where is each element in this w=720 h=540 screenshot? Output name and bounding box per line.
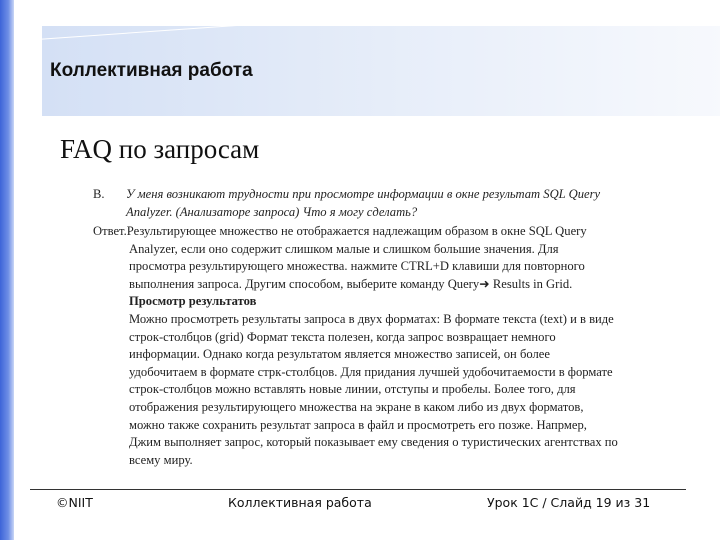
- answer-line-0: [93, 223, 673, 241]
- answer-line-9: строк-столбцов можно вставлять новые линии, отступы и пробелы. Более того, для: [129, 382, 576, 397]
- slide-title: FAQ по запросам: [60, 134, 260, 164]
- answer-line-6: строк-столбцов (grid) Формат текста полезен, когда запрос возвращает немного: [129, 329, 556, 344]
- question-line-1: [93, 185, 663, 203]
- answer-block: [93, 223, 673, 469]
- answer-line-3: выполнения запроса. Другим способом, выберите команду Query➜ Results in Grid.: [129, 276, 573, 291]
- answer-line-11: можно также сохранить результат запроса в файл и просмотреть его позже. Напрмер,: [129, 417, 587, 432]
- left-accent-bar: [0, 0, 14, 540]
- answer-line-8: удобочитаем в формате стрк-столбцов. Для придания лучшей удобочитаемости в формате: [129, 364, 613, 379]
- header-sweep-line: [42, 26, 341, 41]
- answer-line-7: информации. Однако когда результатом является множество записей, он более: [129, 347, 550, 362]
- answer-line-13: всему миру.: [129, 452, 193, 467]
- question-text-1: У меня возникают трудности при просмотре информации в окне результат SQL Query: [126, 187, 601, 201]
- answer-line-12: Джим выполняет запрос, который показывает ему сведения о туристических агентствах по: [129, 435, 618, 450]
- footer-copyright: ©NIIT: [56, 495, 93, 510]
- question-line-2: Analyzer. (Анализаторе запроса) Что я могу сделать?: [126, 205, 418, 219]
- footer-course-title: Коллективная работа: [228, 495, 372, 510]
- question-label: В.: [93, 187, 105, 201]
- footer-slide-number: Урок 1C / Слайд 19 из 31: [487, 495, 651, 510]
- answer-line-2: просмотра результирующего множества. нажмите CTRL+D клавиши для повторного: [129, 259, 585, 274]
- answer-line-5: Можно просмотреть результаты запроса в двух форматах: В формате текста (text) и в виде: [129, 311, 614, 326]
- answer-label: Ответ.: [93, 224, 127, 238]
- answer-line-1: Analyzer, если оно содержит слишком малые и слишком большие значения. Для: [129, 241, 559, 256]
- answer-line-10: отображения результирующего множества на экране в каком либо из двух форматов,: [129, 399, 584, 414]
- question-block: [93, 185, 663, 221]
- answer-subheading: Просмотр результатов: [129, 294, 257, 309]
- answer-text-0: Результирующее множество не отображается надлежащим образом в окне SQL Query: [126, 224, 587, 238]
- header-title: Коллективная работа: [50, 60, 253, 81]
- footer-divider: [30, 489, 686, 490]
